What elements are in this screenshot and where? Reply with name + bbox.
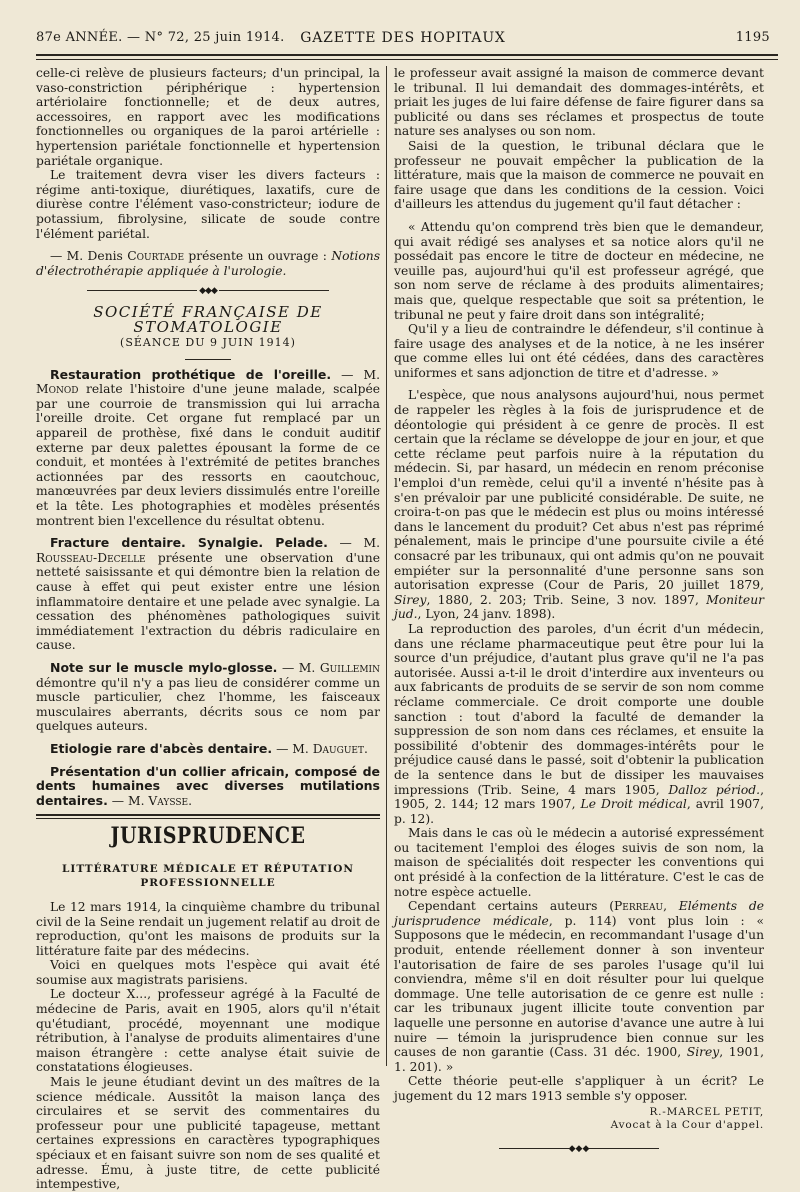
section-rule <box>36 814 380 816</box>
paragraph: celle-ci relève de plusieurs facteurs; d'un principal, la vaso-constriction périphérique : hypertension artériolaire fonctionnelle; et de deux autres, accessoires, en rapport avec les modifications fonctionnelles ou organiques de la paroi artérielle : hypertension pariétale fonctionnelle et hypertension pariétale organique. <box>36 66 380 168</box>
society-title: SOCIÉTÉ FRANÇAISE DE STOMATOLOGIE <box>93 302 323 336</box>
paragraph: le professeur avait assigné la maison de commerce devant le tribunal. Il lui demandait des dommages-intérêts, et priait les juges de lui faire défense de faire figurer dans sa publicité ou dans ses réclames et prospectus de toute nature ses analyses ou son nom. <box>394 66 764 139</box>
courtade-notice: — M. Denis Courtade présente un ouvrage : Notions d'électrothérapie appliquée à l'urologie. <box>36 249 380 278</box>
article-title: LITTÉRATURE MÉDICALE ET RÉPUTATION PROFESSIONNELLE <box>62 862 354 889</box>
society-session: (SÉANCE DU 9 JUIN 1914) <box>120 336 296 350</box>
column-divider <box>386 66 387 1066</box>
judgment-quote <box>394 220 764 381</box>
page-header <box>36 30 770 52</box>
communication-item: Présentation d'un collier africain, composé de dents humaines avec diverses mutilations dentaires. — M. Vaysse. <box>36 763 380 808</box>
divider-ornament: ◆◆◆ <box>36 284 380 299</box>
quote-paragraph: Qu'il y a lieu de contraindre le défendeur, s'il continue à faire usage des analyses et de la notice, à ne les insérer que comme elles lui ont été cédées, dans des caractères uniformes et sans adjonction de titre et d'adresse. » <box>394 322 764 380</box>
paragraph: Le 12 mars 1914, la cinquième chambre du tribunal civil de la Seine rendait un jugement relatif au droit de reproduction, qu'ont les maisons de produits sur la littérature faite par des médecins. <box>36 899 380 958</box>
journal-title: GAZETTE DES HOPITAUX <box>300 30 506 46</box>
section-rule-thin <box>36 818 380 819</box>
paragraph: Le traitement devra viser les divers facteurs : régime anti-toxique, diurétiques, laxatifs, cure de diurèse contre l'élément vaso-constricteur; iodure de potassium, fibrolysine, silicate de soude contre l'élément pariétal. <box>36 168 380 241</box>
communication-item: Note sur le muscle mylo-glosse. — M. Guillemin démontre qu'il n'y a pas lieu de considérer comme un muscle particulier, chez l'homme, les faisceaux musculaires aberrants, décrits sous ce nom par quelques auteurs. <box>36 659 380 734</box>
issue-info: 87e ANNÉE. — N° 72, 25 juin 1914. <box>36 30 285 45</box>
page-number: 1195 <box>735 30 770 45</box>
jurisprudence-title: JURISPRUDENCE <box>110 823 306 850</box>
quote-paragraph: « Attendu qu'on comprend très bien que le demandeur, qui avait rédigé ses analyses et sa notice alors qu'il ne possédait pas encore le titre de docteur en médecine, ne veuille pas, aujourd'hui qu'il est professeur agrégé, que son nom serve de réclame à des produits alimentaires; mais que, quelque respectable que soit sa prétention, le tribunal ne peut y faire droit dans son intégralité; <box>394 219 764 322</box>
header-rule-thin <box>36 59 778 60</box>
paragraph: Saisi de la question, le tribunal déclara que le professeur ne pouvait empêcher la publication de la littérature, mais que la maison de commerce ne pouvait en faire usage que dans les conditions de la cession. Voici d'ailleurs les attendus du jugement qu'il faut détacher : <box>394 138 764 212</box>
short-divider <box>185 359 231 360</box>
paragraph: La reproduction des paroles, d'un écrit d'un médecin, dans une réclame pharmaceutique peut être pour lui la source d'un préjudice, d'autant plus grave qu'il ne l'a pas autorisée. Aussi a-t-il le droit d'interdire aux inventeurs ou aux fabricants de produits de se servir de son nom comme réclame commerciale. Ce droit comporte une double sanction : tout d'abord la faculté de demander la suppression de son nom dans ces réclames, et ensuite la possibilité d'obtenir des dommages-intérêts pour le préjudice causé dans le passé, soit d'obtenir la publication de la sentence dans le but de dissiper les mauvaises impressions (Trib. Seine, 4 mars 1905, Dalloz périod., 1905, 2. 144; 12 mars 1907, Le Droit médical, avril 1907, p. 12). <box>394 621 764 826</box>
right-column <box>394 66 764 1156</box>
paragraph: Voici en quelques mots l'espèce qui avait été soumise aux magistrats parisiens. <box>36 958 380 987</box>
paragraph: Cette théorie peut-elle s'appliquer à un écrit? Le jugement du 12 mars 1913 semble s'y opposer. <box>394 1074 764 1103</box>
communication-item: Fracture dentaire. Synalgie. Pelade. — M. Rousseau-Decelle présente une observation d'une netteté saisissante et qui démontre bien la relation de cause à effet qui peut exister entre une lésion inflammatoire dentaire et une pelade avec synalgie. La cessation des phénomènes pathologiques suivit immédiatement l'extraction du débris radiculaire en cause. <box>36 535 380 653</box>
paragraph: Mais le jeune étudiant devint un des maîtres de la science médicale. Aussitôt la maison lança des circulaires et se servit des commentaires du professeur pour une publicité tapageuse, mettant certaines expressions en caractères typographiques spéciaux et en faisant suivre son nom de ses qualité et adresse. Ému, à juste titre, de cette publicité intempestive, <box>36 1075 380 1192</box>
communication-item: Restauration prothétique de l'oreille. — M. Monod relate l'histoire d'une jeune malade, scalpée par une courroie de transmission qui lui arracha l'oreille droite. Cet organe fut remplacé par un appareil de prothèse, fixé dans le conduit auditif externe par deux palettes épousant la forme de ce conduit, et montées à l'extrémité de petites branches actionnées par des ressorts en caoutchouc, manœuvrées par deux leviers dissimulés entre l'oreille et la tête. Les photographies et modèles présentés montrent bien l'excellence du résultat obtenu. <box>36 366 380 528</box>
paragraph: Mais dans le cas où le médecin a autorisé expressément ou tacitement l'emploi des éloges suivis de son nom, la maison de spécialités doit respecter les conventions qui ont présidé à la confection de la littérature. C'est le cas de notre espèce actuelle. <box>394 826 764 899</box>
communication-item: Etiologie rare d'abcès dentaire. — M. Dauguet. <box>50 740 368 756</box>
header-rule <box>36 54 778 56</box>
left-column <box>36 66 380 1192</box>
author-signature: R.-MARCEL PETIT, Avocat à la Cour d'appel. <box>610 1105 764 1131</box>
paragraph: L'espèce, que nous analysons aujourd'hui, nous permet de rappeler les règles à la fois de jurisprudence et de déontologie qui président à ce genre de procès. Il est certain que la réclame se développe de jour en jour, et que cette réclame peut parfois nuire à la réputation du médecin. Si, par hasard, un médecin en renom préconise l'emploi d'un remède, celui qu'il a inventé n'hésite pas à s'en prévaloir par une publicité considérable. De suite, ne croira-t-on pas que le médecin est plus ou moins intéressé dans le lancement du produit? Cet abus n'est pas réprimé pénalement, mais le principe d'une poursuite civile a été consacré par les tribunaux, qui ont admis qu'on ne pouvait empiéter sur la personnalité d'une personne sans son autorisation expresse (Cour de Paris, 20 juillet 1879, Sirey, 1880, 2. 203; Trib. Seine, 3 nov. 1897, Moniteur jud., Lyon, 24 janv. 1898). <box>394 388 764 622</box>
paragraph: Le docteur X..., professeur agrégé à la Faculté de médecine de Paris, avait en 1905, alors qu'il n'était qu'étudiant, procédé, moyennant une modique rétribution, à l'analyse de produits alimentaires d'une maison étrangère : cette analyse était suivie de constatations élogieuses. <box>36 987 380 1075</box>
paragraph: Cependant certains auteurs (Perreau, Eléments de jurisprudence médicale, p. 114) vont plus loin : « Supposons que le médecin, en recommandant l'usage d'un produit, entende réellement donner à son inventeur l'autorisation de faire de ses paroles l'usage qu'il lui conviendra, même s'il en doit résulter pour lui quelque dommage. Une telle autorisation de ce genre est nulle : car les tribunaux jugent illicite toute convention par laquelle une personne en autorise d'avance une autre à lui nuire — témoin la jurisprudence bien connue sur les causes de non garantie (Cass. 31 déc. 1900, Sirey, 1901, 1. 201). » <box>394 899 765 1074</box>
end-ornament: ◆◆◆ <box>394 1142 764 1157</box>
